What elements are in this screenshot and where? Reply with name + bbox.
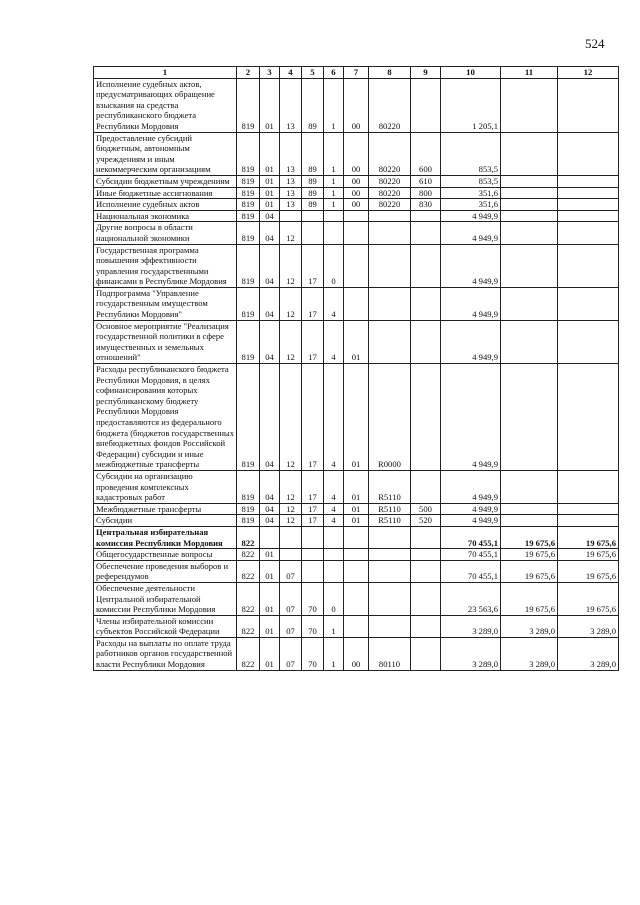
amount-cell	[501, 287, 558, 320]
subsection-cell: 07	[280, 582, 302, 615]
subsection-cell: 12	[280, 515, 302, 527]
program-cell: 17	[302, 515, 324, 527]
program-cell: 17	[302, 503, 324, 515]
section-cell: 01	[260, 78, 280, 132]
event-cell: 00	[344, 187, 369, 199]
amount-cell: 4 949,9	[441, 470, 501, 503]
code-cell: 822	[237, 582, 260, 615]
direction-cell: 80220	[369, 175, 411, 187]
amount-cell	[501, 470, 558, 503]
program-cell	[302, 560, 324, 582]
table-row	[94, 503, 619, 515]
code-cell: 819	[237, 515, 260, 527]
code-cell: 822	[237, 615, 260, 637]
program-cell	[302, 222, 324, 244]
section-cell	[260, 526, 280, 548]
event-cell	[344, 549, 369, 561]
amount-cell	[558, 132, 619, 175]
table-body	[94, 78, 619, 670]
expense-type-cell: 830	[411, 199, 441, 211]
amount-cell	[558, 515, 619, 527]
amount-cell	[501, 175, 558, 187]
row-name-cell: Исполнение судебных актов, предусматривающих обращение взыскания на средства республиканского бюджета Республики Мордовия	[94, 78, 237, 132]
section-cell: 01	[260, 582, 280, 615]
program-cell: 89	[302, 78, 324, 132]
amount-cell	[501, 515, 558, 527]
subsection-cell: 12	[280, 244, 302, 287]
section-cell: 04	[260, 287, 280, 320]
table-row	[94, 287, 619, 320]
table-row	[94, 515, 619, 527]
code-cell: 819	[237, 199, 260, 211]
subprogram-cell	[324, 549, 344, 561]
row-name-cell: Подпрограмма "Управление государственным имуществом Республики Мордовия"	[94, 287, 237, 320]
budget-table	[93, 66, 619, 671]
amount-cell: 4 949,9	[441, 503, 501, 515]
amount-cell: 19 675,6	[558, 560, 619, 582]
amount-cell: 3 289,0	[501, 637, 558, 670]
table-row	[94, 132, 619, 175]
direction-cell	[369, 615, 411, 637]
table-row	[94, 637, 619, 670]
subprogram-cell: 4	[324, 470, 344, 503]
table-row	[94, 320, 619, 363]
header-cell: 10	[441, 67, 501, 79]
amount-cell	[501, 320, 558, 363]
amount-cell	[558, 244, 619, 287]
event-cell	[344, 244, 369, 287]
amount-cell	[501, 78, 558, 132]
amount-cell: 19 675,6	[558, 526, 619, 548]
amount-cell	[501, 244, 558, 287]
section-cell: 01	[260, 637, 280, 670]
event-cell: 01	[344, 503, 369, 515]
section-cell: 04	[260, 320, 280, 363]
program-cell: 17	[302, 244, 324, 287]
table-row	[94, 210, 619, 222]
amount-cell	[501, 199, 558, 211]
amount-cell: 19 675,6	[501, 549, 558, 561]
table-row	[94, 199, 619, 211]
amount-cell: 3 289,0	[441, 615, 501, 637]
event-cell	[344, 526, 369, 548]
amount-cell	[558, 187, 619, 199]
code-cell: 819	[237, 470, 260, 503]
subsection-cell: 13	[280, 78, 302, 132]
section-cell: 04	[260, 210, 280, 222]
code-cell: 819	[237, 210, 260, 222]
section-cell: 01	[260, 549, 280, 561]
subsection-cell: 13	[280, 187, 302, 199]
header-cell: 12	[558, 67, 619, 79]
section-cell: 04	[260, 503, 280, 515]
amount-cell	[558, 287, 619, 320]
row-name-cell: Межбюджетные трансферты	[94, 503, 237, 515]
subsection-cell: 07	[280, 615, 302, 637]
amount-cell	[501, 210, 558, 222]
direction-cell: 80220	[369, 187, 411, 199]
header-cell: 5	[302, 67, 324, 79]
row-name-cell: Исполнение судебных актов	[94, 199, 237, 211]
direction-cell	[369, 560, 411, 582]
amount-cell: 4 949,9	[441, 515, 501, 527]
amount-cell	[501, 187, 558, 199]
direction-cell	[369, 320, 411, 363]
expense-type-cell	[411, 526, 441, 548]
subprogram-cell: 1	[324, 187, 344, 199]
subsection-cell: 13	[280, 175, 302, 187]
code-cell: 822	[237, 526, 260, 548]
row-name-cell: Центральная избирательная комиссия Республики Мордовия	[94, 526, 237, 548]
subsection-cell: 12	[280, 287, 302, 320]
expense-type-cell: 610	[411, 175, 441, 187]
amount-cell: 4 949,9	[441, 320, 501, 363]
row-name-cell: Основное мероприятие "Реализация государственной политики в сфере имущественных и земельных отношений"	[94, 320, 237, 363]
section-cell: 01	[260, 615, 280, 637]
subprogram-cell: 4	[324, 515, 344, 527]
amount-cell	[558, 175, 619, 187]
header-cell: 6	[324, 67, 344, 79]
subsection-cell: 13	[280, 199, 302, 211]
code-cell: 819	[237, 320, 260, 363]
table-row	[94, 364, 619, 471]
event-cell: 00	[344, 78, 369, 132]
direction-cell: R0000	[369, 364, 411, 471]
code-cell: 819	[237, 78, 260, 132]
event-cell: 01	[344, 515, 369, 527]
code-cell: 819	[237, 287, 260, 320]
program-cell	[302, 549, 324, 561]
header-row	[94, 67, 619, 79]
row-name-cell: Предоставление субсидий бюджетным, автономным учреждениям и иным некоммерческим организациям	[94, 132, 237, 175]
amount-cell: 19 675,6	[501, 582, 558, 615]
amount-cell: 70 455,1	[441, 526, 501, 548]
row-name-cell: Расходы республиканского бюджета Республики Мордовия, в целях софинансирования которых республиканскому бюджету Республики Мордовия предоставляются из федерального бюджета (бюджетов государственных внебюджетных фондов Российской Федерации) субсидии и иные межбюджетные трансферты	[94, 364, 237, 471]
expense-type-cell	[411, 287, 441, 320]
subprogram-cell: 4	[324, 503, 344, 515]
program-cell	[302, 526, 324, 548]
header-cell: 9	[411, 67, 441, 79]
section-cell: 04	[260, 244, 280, 287]
amount-cell	[558, 320, 619, 363]
header-cell: 3	[260, 67, 280, 79]
program-cell: 70	[302, 582, 324, 615]
amount-cell: 3 289,0	[441, 637, 501, 670]
subsection-cell	[280, 526, 302, 548]
section-cell: 01	[260, 132, 280, 175]
section-cell: 04	[260, 222, 280, 244]
amount-cell: 70 455,1	[441, 560, 501, 582]
amount-cell: 3 289,0	[501, 615, 558, 637]
direction-cell	[369, 582, 411, 615]
amount-cell: 70 455,1	[441, 549, 501, 561]
table-row	[94, 615, 619, 637]
amount-cell: 23 563,6	[441, 582, 501, 615]
program-cell: 17	[302, 320, 324, 363]
amount-cell: 351,6	[441, 187, 501, 199]
subsection-cell: 13	[280, 132, 302, 175]
event-cell	[344, 287, 369, 320]
code-cell: 819	[237, 244, 260, 287]
direction-cell	[369, 222, 411, 244]
event-cell: 01	[344, 470, 369, 503]
row-name-cell: Другие вопросы в области национальной экономики	[94, 222, 237, 244]
page-number: 524	[585, 36, 605, 51]
row-name-cell: Обеспечение проведения выборов и референдумов	[94, 560, 237, 582]
direction-cell	[369, 526, 411, 548]
table-row	[94, 526, 619, 548]
event-cell: 00	[344, 132, 369, 175]
amount-cell: 1 205,1	[441, 78, 501, 132]
amount-cell: 19 675,6	[501, 526, 558, 548]
direction-cell: 80220	[369, 132, 411, 175]
subprogram-cell	[324, 210, 344, 222]
header-cell: 2	[237, 67, 260, 79]
direction-cell: 80220	[369, 78, 411, 132]
row-name-cell: Национальная экономика	[94, 210, 237, 222]
amount-cell: 19 675,6	[558, 549, 619, 561]
amount-cell: 4 949,9	[441, 364, 501, 471]
table-row	[94, 549, 619, 561]
event-cell: 00	[344, 199, 369, 211]
subprogram-cell	[324, 222, 344, 244]
event-cell	[344, 210, 369, 222]
program-cell: 17	[302, 470, 324, 503]
direction-cell	[369, 287, 411, 320]
amount-cell: 4 949,9	[441, 210, 501, 222]
row-name-cell: Члены избирательной комиссии субъектов Российской Федерации	[94, 615, 237, 637]
direction-cell	[369, 549, 411, 561]
header-cell: 1	[94, 67, 237, 79]
section-cell: 04	[260, 470, 280, 503]
direction-cell: R5110	[369, 503, 411, 515]
event-cell	[344, 582, 369, 615]
table-row	[94, 244, 619, 287]
direction-cell	[369, 244, 411, 287]
header-cell: 8	[369, 67, 411, 79]
event-cell	[344, 222, 369, 244]
row-name-cell: Субсидии бюджетным учреждениям	[94, 175, 237, 187]
amount-cell: 19 675,6	[558, 582, 619, 615]
expense-type-cell: 800	[411, 187, 441, 199]
program-cell	[302, 210, 324, 222]
row-name-cell: Расходы на выплаты по оплате труда работников органов государственной власти Республики Мордовия	[94, 637, 237, 670]
section-cell: 04	[260, 364, 280, 471]
subsection-cell: 12	[280, 470, 302, 503]
expense-type-cell	[411, 244, 441, 287]
subsection-cell: 07	[280, 560, 302, 582]
expense-type-cell	[411, 637, 441, 670]
table-row	[94, 470, 619, 503]
amount-cell	[558, 210, 619, 222]
code-cell: 819	[237, 132, 260, 175]
subprogram-cell: 1	[324, 199, 344, 211]
table-row	[94, 222, 619, 244]
expense-type-cell	[411, 549, 441, 561]
subsection-cell: 12	[280, 503, 302, 515]
subprogram-cell: 4	[324, 364, 344, 471]
amount-cell: 4 949,9	[441, 287, 501, 320]
program-cell: 89	[302, 187, 324, 199]
expense-type-cell	[411, 364, 441, 471]
amount-cell: 853,5	[441, 132, 501, 175]
row-name-cell: Общегосударственные вопросы	[94, 549, 237, 561]
expense-type-cell	[411, 210, 441, 222]
amount-cell	[558, 470, 619, 503]
amount-cell: 4 949,9	[441, 244, 501, 287]
header-cell: 4	[280, 67, 302, 79]
expense-type-cell: 500	[411, 503, 441, 515]
section-cell: 01	[260, 175, 280, 187]
expense-type-cell: 600	[411, 132, 441, 175]
amount-cell	[501, 503, 558, 515]
row-name-cell: Государственная программа повышения эффективности управления государственными финансами в Республике Мордовия	[94, 244, 237, 287]
subsection-cell: 12	[280, 364, 302, 471]
subsection-cell	[280, 210, 302, 222]
direction-cell: R5110	[369, 470, 411, 503]
subprogram-cell: 4	[324, 320, 344, 363]
table-row	[94, 187, 619, 199]
code-cell: 822	[237, 560, 260, 582]
event-cell: 01	[344, 364, 369, 471]
expense-type-cell	[411, 560, 441, 582]
event-cell: 01	[344, 320, 369, 363]
program-cell: 17	[302, 287, 324, 320]
header-cell: 7	[344, 67, 369, 79]
expense-type-cell	[411, 470, 441, 503]
amount-cell: 351,6	[441, 199, 501, 211]
section-cell: 01	[260, 560, 280, 582]
amount-cell	[558, 199, 619, 211]
direction-cell	[369, 210, 411, 222]
code-cell: 819	[237, 187, 260, 199]
table-row	[94, 582, 619, 615]
subprogram-cell: 1	[324, 637, 344, 670]
event-cell: 00	[344, 175, 369, 187]
section-cell: 04	[260, 515, 280, 527]
direction-cell: 80110	[369, 637, 411, 670]
table-row	[94, 560, 619, 582]
program-cell: 89	[302, 199, 324, 211]
table-row	[94, 78, 619, 132]
expense-type-cell	[411, 320, 441, 363]
subprogram-cell	[324, 560, 344, 582]
row-name-cell: Иные бюджетные ассигнования	[94, 187, 237, 199]
subsection-cell	[280, 549, 302, 561]
row-name-cell: Субсидии	[94, 515, 237, 527]
code-cell: 822	[237, 637, 260, 670]
expense-type-cell	[411, 222, 441, 244]
amount-cell	[501, 222, 558, 244]
subsection-cell: 07	[280, 637, 302, 670]
amount-cell: 3 289,0	[558, 637, 619, 670]
subprogram-cell	[324, 526, 344, 548]
subprogram-cell: 1	[324, 78, 344, 132]
amount-cell	[558, 503, 619, 515]
event-cell: 00	[344, 637, 369, 670]
code-cell: 819	[237, 503, 260, 515]
event-cell	[344, 615, 369, 637]
subprogram-cell: 1	[324, 132, 344, 175]
subsection-cell: 12	[280, 222, 302, 244]
amount-cell: 3 289,0	[558, 615, 619, 637]
subprogram-cell: 0	[324, 244, 344, 287]
expense-type-cell	[411, 582, 441, 615]
subprogram-cell: 4	[324, 287, 344, 320]
expense-type-cell: 520	[411, 515, 441, 527]
amount-cell: 853,5	[441, 175, 501, 187]
subprogram-cell: 0	[324, 582, 344, 615]
program-cell: 17	[302, 364, 324, 471]
section-cell: 01	[260, 199, 280, 211]
program-cell: 70	[302, 637, 324, 670]
amount-cell	[501, 132, 558, 175]
amount-cell: 4 949,9	[441, 222, 501, 244]
row-name-cell: Обеспечение деятельности Центральной избирательной комиссии Республики Мордовия	[94, 582, 237, 615]
subprogram-cell: 1	[324, 175, 344, 187]
event-cell	[344, 560, 369, 582]
amount-cell	[558, 222, 619, 244]
code-cell: 819	[237, 175, 260, 187]
code-cell: 819	[237, 364, 260, 471]
code-cell: 822	[237, 549, 260, 561]
program-cell: 70	[302, 615, 324, 637]
direction-cell: R5110	[369, 515, 411, 527]
direction-cell: 80220	[369, 199, 411, 211]
expense-type-cell	[411, 615, 441, 637]
amount-cell	[558, 364, 619, 471]
program-cell: 89	[302, 175, 324, 187]
expense-type-cell	[411, 78, 441, 132]
table-row	[94, 175, 619, 187]
row-name-cell: Субсидии на организацию проведения комплексных кадастровых работ	[94, 470, 237, 503]
amount-cell	[558, 78, 619, 132]
subsection-cell: 12	[280, 320, 302, 363]
amount-cell: 19 675,6	[501, 560, 558, 582]
code-cell: 819	[237, 222, 260, 244]
header-cell: 11	[501, 67, 558, 79]
section-cell: 01	[260, 187, 280, 199]
subprogram-cell: 1	[324, 615, 344, 637]
program-cell: 89	[302, 132, 324, 175]
amount-cell	[501, 364, 558, 471]
